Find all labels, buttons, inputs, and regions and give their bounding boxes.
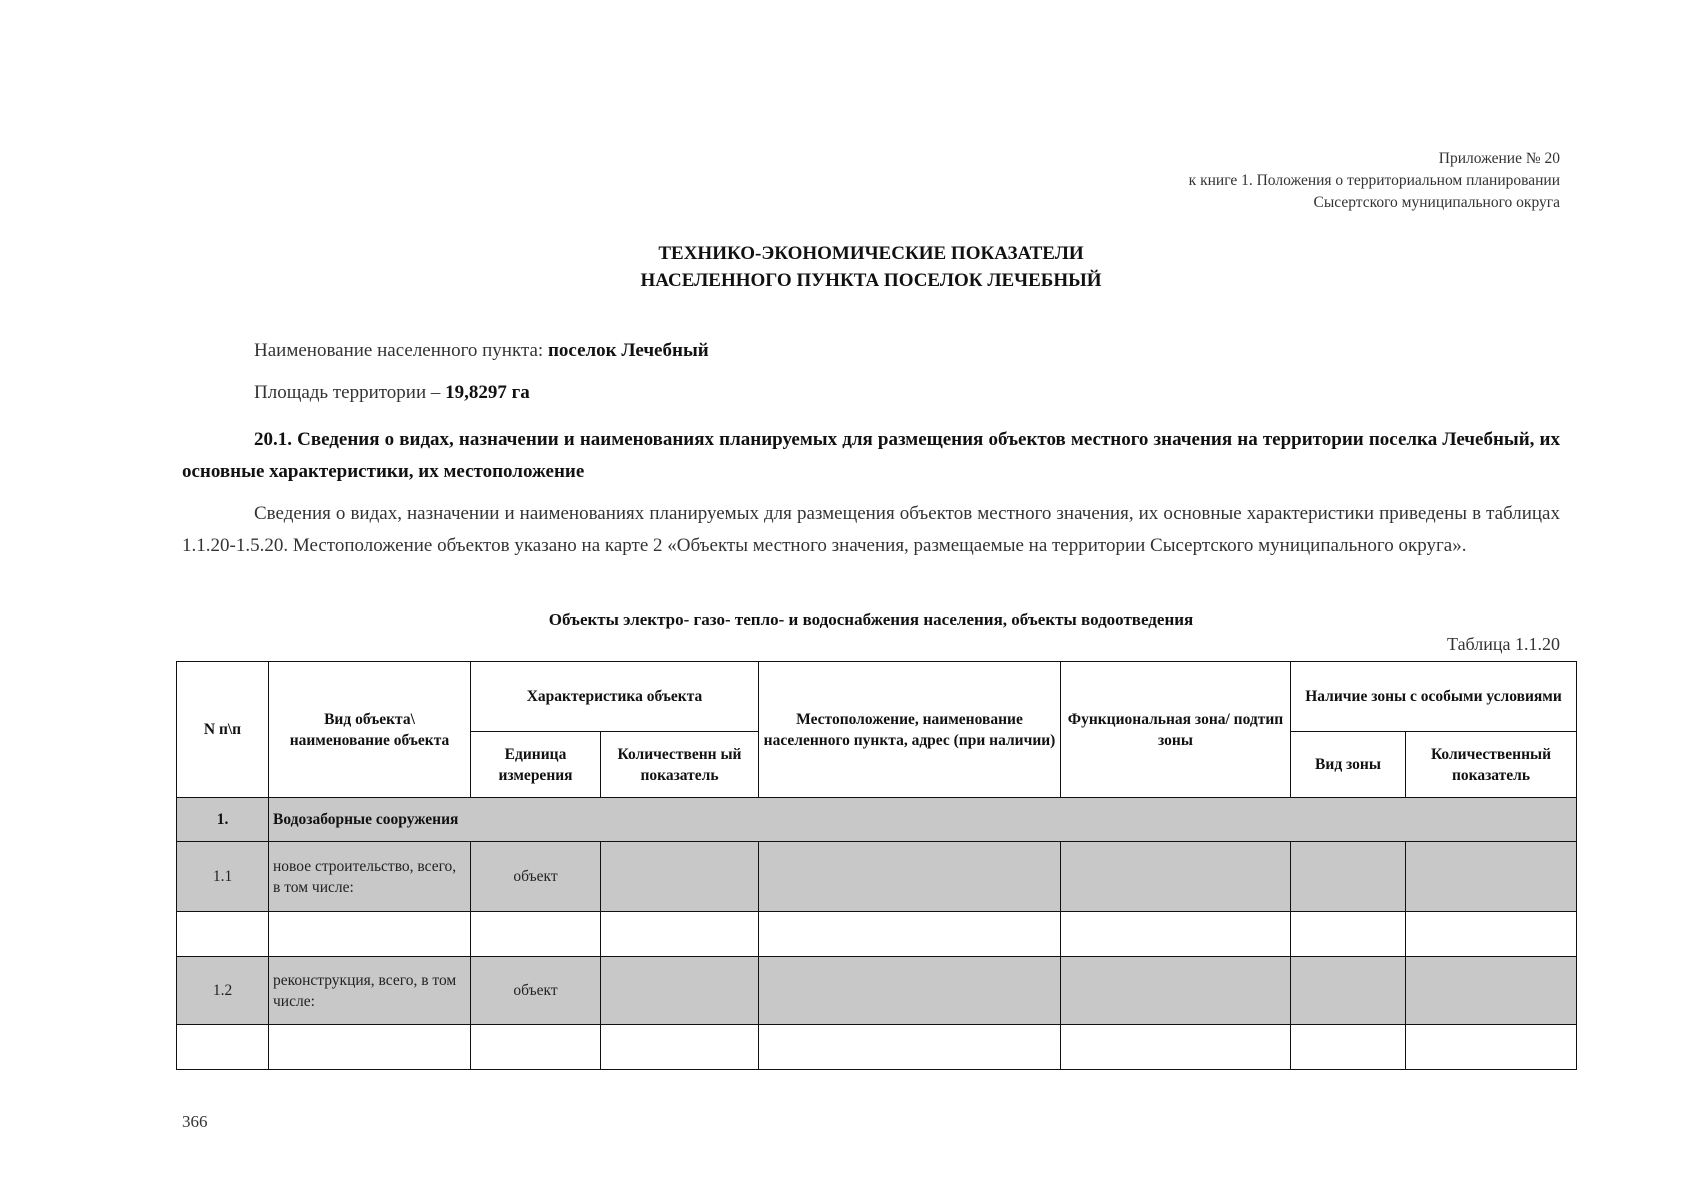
empty-cell [1291, 1025, 1406, 1070]
header-num: N п\п [177, 662, 269, 798]
row-zone-quantity [1406, 842, 1577, 912]
empty-cell [1406, 912, 1577, 957]
empty-cell [601, 912, 759, 957]
header-row-1 [177, 662, 1577, 732]
empty-cell [1291, 912, 1406, 957]
header-special-zone: Наличие зоны с особыми условиями [1291, 662, 1577, 732]
row-zone-kind [1291, 957, 1406, 1025]
row-name: реконструкция, всего, в том числе: [269, 957, 471, 1025]
group-row [177, 798, 1577, 842]
table-row [177, 842, 1577, 912]
title-line-1: ТЕХНИКО-ЭКОНОМИЧЕСКИЕ ПОКАЗАТЕЛИ [658, 243, 1084, 264]
document-title [0, 240, 1698, 294]
settlement-value: поселок Лечебный [547, 340, 709, 361]
row-num: 1.1 [177, 842, 269, 912]
empty-cell [269, 1025, 471, 1070]
table-row [177, 957, 1577, 1025]
table-number: Таблица 1.1.20 [1447, 634, 1560, 654]
header-characteristics: Характеристика объекта [471, 662, 759, 732]
table-row [177, 1025, 1577, 1070]
empty-cell [1061, 1025, 1291, 1070]
row-location [759, 957, 1061, 1025]
row-zone-quantity [1406, 957, 1577, 1025]
page-number: 366 [182, 1112, 208, 1131]
group-title: Водозаборные сооружения [269, 798, 1577, 842]
table-row [177, 912, 1577, 957]
row-zone-kind [1291, 842, 1406, 912]
row-name: новое строительство, всего, в том числе: [269, 842, 471, 912]
area-value: 19,8297 га [445, 382, 530, 403]
area-label: Площадь территории – [254, 382, 446, 403]
row-unit: объект [471, 842, 601, 912]
row-quantity [601, 842, 759, 912]
header-zone: Функциональная зона/ подтип зоны [1061, 662, 1291, 798]
row-num: 1.2 [177, 957, 269, 1025]
appendix-line-3: Сысертского муниципального округа [1313, 194, 1560, 211]
section-text: Сведения о видах, назначении и наименованиях планируемых для размещения объектов местного значения, их основные характеристики приведены в таблицах 1.1.20-1.5.20. Местоположение объектов указано на карте 2 «Объекты местного значения, размещаемые на территории Сысертского муниципального округа». [182, 503, 1560, 556]
header-zone-quantity: Количественный показатель [1406, 732, 1577, 798]
empty-cell [1406, 1025, 1577, 1070]
group-num: 1. [177, 798, 269, 842]
territory-area [182, 376, 1560, 409]
empty-cell [759, 912, 1061, 957]
header-location: Местоположение, наименование населенного пункта, адрес (при наличии) [759, 662, 1061, 798]
empty-cell [1061, 912, 1291, 957]
row-zone [1061, 957, 1291, 1025]
row-quantity [601, 957, 759, 1025]
appendix-note [1189, 148, 1560, 214]
empty-cell [759, 1025, 1061, 1070]
header-kind: Вид объекта\ наименование объекта [269, 662, 471, 798]
empty-cell [471, 912, 601, 957]
title-line-2: НАСЕЛЕННОГО ПУНКТА ПОСЕЛОК ЛЕЧЕБНЫЙ [640, 270, 1102, 291]
empty-cell [471, 1025, 601, 1070]
section-heading: 20.1. Сведения о видах, назначении и наименованиях планируемых для размещения объектов местного значения на территории поселка Лечебный, их основные характеристики, их местоположение [182, 429, 1560, 482]
header-zone-kind: Вид зоны [1291, 732, 1406, 798]
appendix-line-1: Приложение № 20 [1438, 150, 1560, 167]
table-caption: Объекты электро- газо- тепло- и водоснабжения населения, объекты водоотведения [548, 610, 1194, 629]
empty-cell [601, 1025, 759, 1070]
indicators-table [176, 661, 1577, 1070]
header-unit: Единица измерения [471, 732, 601, 798]
empty-cell [177, 1025, 269, 1070]
settlement-name [182, 334, 1560, 367]
row-location [759, 842, 1061, 912]
row-unit: объект [471, 957, 601, 1025]
settlement-label: Наименование населенного пункта: [254, 340, 548, 361]
empty-cell [269, 912, 471, 957]
empty-cell [177, 912, 269, 957]
appendix-line-2: к книге 1. Положения о территориальном планировании [1188, 172, 1560, 189]
row-zone [1061, 842, 1291, 912]
header-quantity: Количественн ый показатель [601, 732, 759, 798]
